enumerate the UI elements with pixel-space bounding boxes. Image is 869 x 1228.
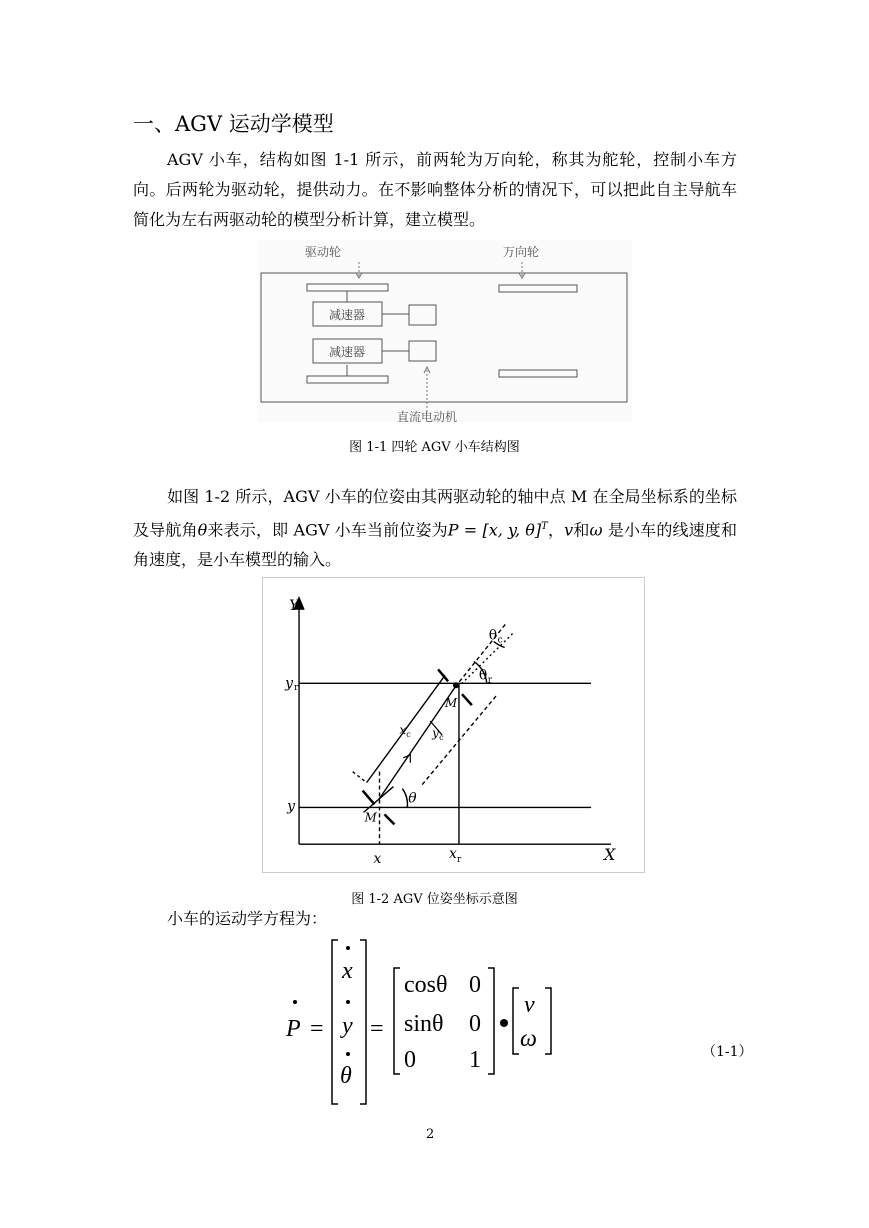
- svg-text:M: M: [364, 810, 377, 825]
- figure1-caption: 图 1-1 四轮 AGV 小车结构图: [349, 440, 520, 455]
- equation-intro: 小车的运动学方程为：: [167, 909, 328, 928]
- svg-text:θ: θ: [478, 667, 488, 684]
- y-axis-label: Y: [289, 597, 299, 614]
- svg-text:M: M: [445, 696, 458, 711]
- paragraph-intro-text: AGV 小车，结构如图 1-1 所示，前两轮为万向轮，称其为舵轮，控制小车方向。后两轮为驱动轮，提供动力。在不影响整体分析的情况下，可以把此自主导航车简化为左右两驱动轮的模型分析计算，建立模型。: [133, 150, 737, 229]
- svg-text:c: c: [406, 729, 411, 739]
- svg-text:v: v: [524, 992, 535, 1018]
- point-M-top: [453, 682, 459, 688]
- dc-motor-label: 直流电动机: [396, 410, 458, 422]
- svg-text:y: y: [342, 1013, 353, 1039]
- section-heading: 一、AGV 运动学模型: [133, 112, 334, 136]
- svg-text:0: 0: [404, 1047, 416, 1073]
- svg-text:x: x: [449, 846, 457, 863]
- svg-text:c: c: [439, 732, 444, 742]
- drive-wheel-label: 驱动轮: [305, 245, 342, 259]
- svg-text:r: r: [487, 675, 493, 686]
- figure-pose-coordinates: [262, 577, 645, 873]
- svg-text:θ: θ: [488, 627, 498, 644]
- svg-text:sinθ: sinθ: [404, 1011, 444, 1037]
- svg-text:减速器: 减速器: [328, 308, 366, 322]
- svg-text:y: y: [285, 675, 294, 692]
- svg-text:y: y: [287, 798, 295, 815]
- svg-text:y: y: [432, 725, 439, 740]
- svg-text:1: 1: [469, 1047, 481, 1073]
- figure2-caption: 图 1-2 AGV 位姿坐标示意图: [351, 892, 518, 907]
- svg-text:θ: θ: [340, 1063, 352, 1089]
- svg-text:减速器: 减速器: [328, 345, 366, 359]
- svg-text:x: x: [399, 722, 407, 737]
- paragraph-intro: [133, 145, 737, 235]
- figure-agv-structure: [257, 240, 632, 422]
- svg-text:=: =: [310, 1016, 324, 1042]
- svg-text:=: =: [370, 1016, 384, 1042]
- lhs-symbol: P: [286, 1016, 301, 1042]
- x-axis-label: X: [603, 845, 616, 865]
- svg-text:0: 0: [469, 1011, 481, 1037]
- page-number: 2: [426, 1127, 435, 1142]
- svg-text:x: x: [373, 851, 382, 868]
- kinematics-equation: [280, 938, 580, 1108]
- caster-wheel-label: 万向轮: [503, 245, 540, 259]
- svg-text:r: r: [456, 855, 462, 866]
- pose-formula: P = [x, y, θ]: [447, 520, 542, 540]
- svg-text:c: c: [497, 635, 503, 646]
- svg-text:x: x: [342, 958, 353, 984]
- svg-text:0: 0: [469, 972, 481, 998]
- paragraph-pose: 如图 1-2 所示，AGV 小车的位姿由其两驱动轮的轴中点 M 在全局坐标系的坐标及导航角θ来表示，即 AGV 小车当前位姿为P = [x, y, θ]$^T$，v和ω 是小车的线速度和角速度，是小车模型的输入。: [133, 487, 737, 570]
- svg-text:θ: θ: [408, 790, 417, 807]
- equation-number: （1-1）: [702, 1044, 753, 1060]
- svg-text:ω: ω: [520, 1026, 537, 1052]
- svg-text:cosθ: cosθ: [404, 972, 448, 998]
- svg-text:r: r: [294, 683, 299, 694]
